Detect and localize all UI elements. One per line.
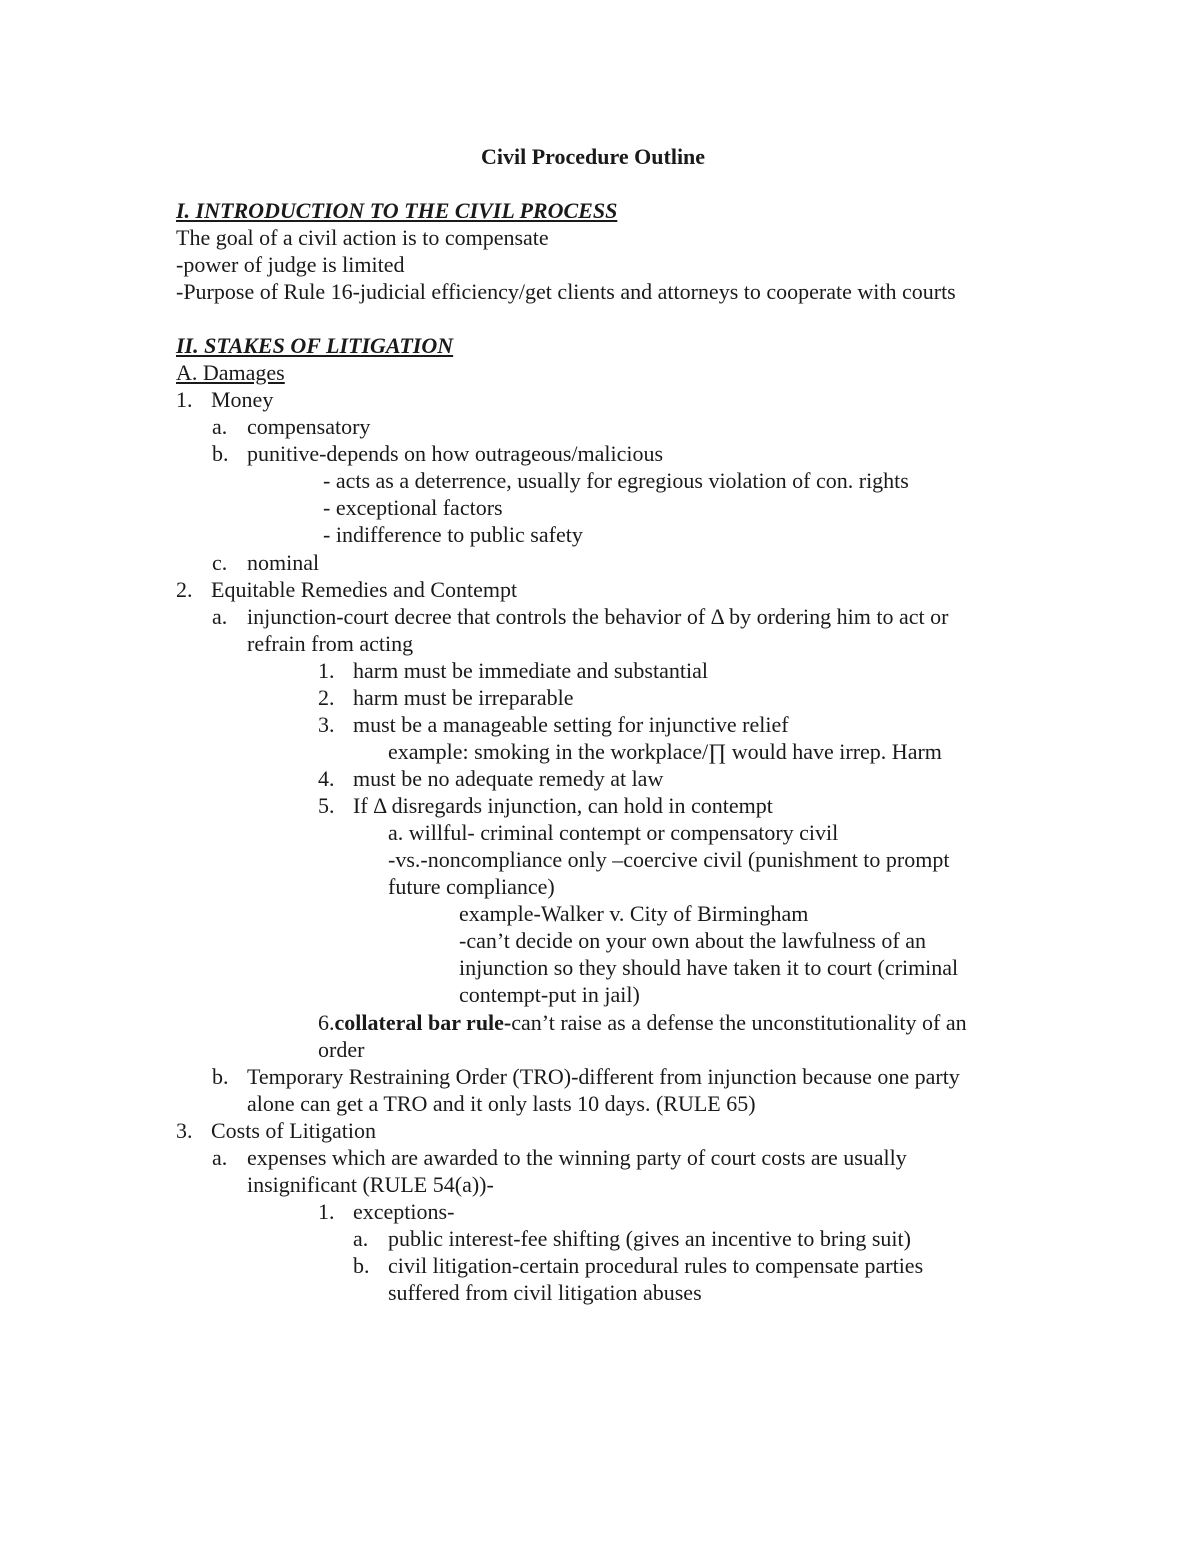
list-marker: 1. bbox=[318, 658, 335, 683]
list-item: exceptions- bbox=[353, 1199, 455, 1224]
text-line: -Purpose of Rule 16-judicial efficiency/get clients and attorneys to cooperate with courts bbox=[176, 279, 956, 304]
list-marker: 2. bbox=[318, 685, 335, 710]
example-line: example: smoking in the workplace/∏ would have irrep. Harm bbox=[388, 739, 942, 764]
list-item: must be a manageable setting for injunctive relief bbox=[353, 712, 789, 737]
list-item: punitive-depends on how outrageous/malicious bbox=[247, 441, 664, 466]
section-heading-stakes: II. STAKES OF LITIGATION bbox=[176, 333, 454, 358]
collateral-bar-text: can’t raise as a defense the unconstitutionality of an bbox=[511, 1010, 967, 1035]
list-item: expenses which are awarded to the winning party of court costs are usually bbox=[247, 1145, 907, 1170]
example-line: injunction so they should have taken it to court (criminal bbox=[459, 955, 959, 980]
list-marker: a. bbox=[212, 414, 228, 439]
list-marker: a. bbox=[212, 1145, 228, 1170]
text-line: -power of judge is limited bbox=[176, 252, 405, 277]
list-marker: 4. bbox=[318, 766, 335, 791]
list-marker: 3. bbox=[176, 1118, 193, 1143]
list-item: harm must be immediate and substantial bbox=[353, 658, 708, 683]
list-item-continuation: suffered from civil litigation abuses bbox=[388, 1280, 702, 1305]
note-line: -vs.-noncompliance only –coercive civil (punishment to prompt bbox=[388, 847, 950, 872]
list-marker: 3. bbox=[318, 712, 335, 737]
list-item: civil litigation-certain procedural rules to compensate parties bbox=[388, 1253, 924, 1278]
collateral-bar-line bbox=[318, 1009, 967, 1036]
note-line: future compliance) bbox=[388, 874, 555, 899]
list-item: must be no adequate remedy at law bbox=[353, 766, 664, 791]
list-item: Temporary Restraining Order (TRO)-different from injunction because one party bbox=[247, 1064, 960, 1089]
collateral-bar-term: collateral bar rule- bbox=[334, 1010, 512, 1035]
subheading-damages: A. Damages bbox=[176, 360, 285, 385]
list-marker: b. bbox=[353, 1253, 370, 1278]
list-item-costs: Costs of Litigation bbox=[211, 1118, 376, 1143]
example-line: contempt-put in jail) bbox=[459, 982, 640, 1007]
note-line: a. willful- criminal contempt or compensatory civil bbox=[388, 820, 839, 845]
list-item-continuation: refrain from acting bbox=[247, 631, 414, 656]
list-marker: 5. bbox=[318, 793, 335, 818]
list-item: public interest-fee shifting (gives an incentive to bring suit) bbox=[388, 1226, 911, 1251]
list-marker: a. bbox=[212, 604, 228, 629]
list-marker: b. bbox=[212, 441, 229, 466]
document-title: Civil Procedure Outline bbox=[481, 144, 706, 169]
example-line: -can’t decide on your own about the lawfulness of an bbox=[459, 928, 926, 953]
list-item-continuation: insignificant (RULE 54(a))- bbox=[247, 1172, 494, 1197]
note-line: - indifference to public safety bbox=[323, 522, 583, 547]
list-item-money: Money bbox=[211, 387, 274, 412]
section-heading-introduction: I. INTRODUCTION TO THE CIVIL PROCESS bbox=[176, 198, 618, 223]
list-item: harm must be irreparable bbox=[353, 685, 574, 710]
list-item-continuation: alone can get a TRO and it only lasts 10 days. (RULE 65) bbox=[247, 1091, 756, 1116]
text-line: The goal of a civil action is to compensate bbox=[176, 225, 549, 250]
list-marker: b. bbox=[212, 1064, 229, 1089]
list-item: compensatory bbox=[247, 414, 371, 439]
list-item: nominal bbox=[247, 550, 320, 575]
list-marker: 1. bbox=[318, 1199, 335, 1224]
list-marker: 1. bbox=[176, 387, 193, 412]
list-item-continuation: order bbox=[318, 1037, 365, 1062]
list-marker: 6. bbox=[318, 1010, 335, 1035]
list-item: If Δ disregards injunction, can hold in contempt bbox=[353, 793, 773, 818]
list-marker: 2. bbox=[176, 577, 193, 602]
list-item-equitable-remedies: Equitable Remedies and Contempt bbox=[211, 577, 518, 602]
example-line: example-Walker v. City of Birmingham bbox=[459, 901, 809, 926]
list-marker: c. bbox=[212, 550, 228, 575]
note-line: - exceptional factors bbox=[323, 495, 503, 520]
list-marker: a. bbox=[353, 1226, 369, 1251]
note-line: - acts as a deterrence, usually for egregious violation of con. rights bbox=[323, 468, 909, 493]
list-item: injunction-court decree that controls the behavior of Δ by ordering him to act or bbox=[247, 604, 949, 629]
